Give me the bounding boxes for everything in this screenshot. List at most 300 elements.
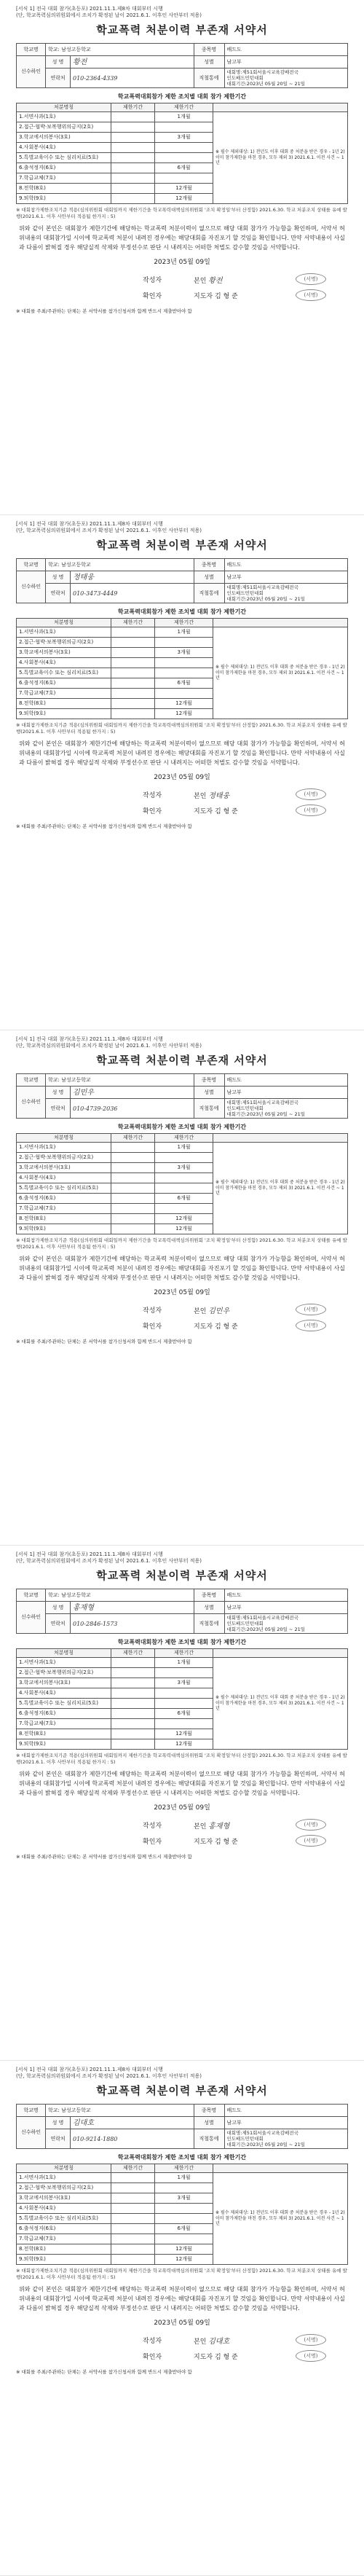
- restriction-period: [111, 163, 155, 173]
- restriction-description: ※ 필수 제외대상: 1) 전년도 이후 대회 중 처분을 받은 경우 - 1년 2) 이미 참가제한을 마친 경우, 모두 제외 3) 2021.6.1. 이전 사건 ~ 1년: [213, 112, 348, 204]
- form-note-top-1: [서식 1] 전국 대회 참가(초등포) 2021.11.1.제8차 대회부터 시행: [16, 1036, 163, 1042]
- viol-header-4: [213, 2164, 348, 2173]
- restriction-period: [111, 1214, 155, 1224]
- confirmer-label: 확인자: [143, 292, 162, 300]
- restriction-name: 5.특별교육이수 또는 심리치료(5호): [17, 1183, 111, 1194]
- cert-value-line-3: 대회기간:2023년 05월 20일 ~ 21일: [226, 596, 305, 602]
- sport-value: 배드도: [224, 44, 348, 56]
- restriction-subhead: 학교폭력대회참가 제한 조치별 대회 참가 제한기간: [117, 93, 247, 100]
- confirmer-signature-row: [16, 804, 326, 816]
- restriction-name: 1.서면사과(1호): [17, 112, 111, 122]
- restriction-period: [111, 143, 155, 153]
- restriction-note: [155, 638, 213, 648]
- info-table: [16, 43, 348, 88]
- gender-value: 남고부: [224, 571, 348, 584]
- writer-name: [194, 274, 296, 285]
- restriction-footnote: ※ 대회참가제한조치기준 적용(심의위원회 대회일까지 제한기간을 학교폭력대책심의위원회 '조치 확정일'부터 산정함) 2021.6.30. 학교 처분조치 상태를 유예 발행(2021.6.1. 이후 사안부터 적용됨 한가지 : 5): [16, 1753, 347, 1765]
- gender-value: 남고부: [224, 1087, 348, 1099]
- pledge-text: 위와 같이 본인은 대회참가 제한기간에 해당하는 학교폭력 처분이력이 없으므로 해당 대회 참가가 가능함을 확인하며, 서약서 허위내용의 대회참가일 시이에 학교폭력 처분이 내려진 경우에는 해당대회를 자진포기 할 것임을 확인합니다. 만약 서약내용이 사실과 다름이 밝혀질 경우 해당실적 삭제와 부정선수로 판단 시 내려지는 어떠한 처벌도 감수할 것임을 서약합니다.: [19, 1256, 345, 1281]
- pledge-form: [0, 2061, 364, 2576]
- restriction-note: 1개월: [155, 1658, 213, 1668]
- confirmer-signature-row: [16, 2350, 326, 2362]
- pledge-text: 위와 같이 본인은 대회참가 제한기간에 해당하는 학교폭력 처분이력이 없으므로 해당 대회 참가가 가능함을 확인하며, 서약서 허위내용의 대회참가일 시이에 학교폭력 처분이 내려진 경우에는 해당대회를 자진포기 할 것임을 확인합니다. 만약 서약내용이 사실과 다름이 밝혀질 경우 해당실적 삭제와 부정선수로 판단 시 내려지는 어떠한 처벌도 감수할 것임을 서약합니다.: [19, 1771, 345, 1796]
- writer-label: 작성자: [143, 276, 162, 284]
- writer-label: 작성자: [143, 2337, 162, 2345]
- restriction-period: [111, 1163, 155, 1173]
- writer-role: 본인: [194, 2338, 207, 2346]
- restriction-name: 9.퇴학(9호): [17, 709, 111, 719]
- restriction-note: [155, 143, 213, 153]
- applicant-label: 신수하인: [17, 571, 46, 603]
- restriction-period: [111, 699, 155, 709]
- restriction-period: [111, 1194, 155, 1204]
- restriction-name: 9.퇴학(9호): [17, 2255, 111, 2265]
- writer-seal: (서명): [296, 2334, 326, 2346]
- restriction-period: [111, 709, 155, 719]
- restriction-note: [155, 668, 213, 678]
- restriction-name: 4.사회봉사(4호): [17, 658, 111, 668]
- viol-header-2: 제한기간: [111, 103, 155, 112]
- restriction-period: [111, 1668, 155, 1678]
- confirmer-label: 확인자: [143, 2353, 162, 2361]
- school-value: 학교: 남성고등학교: [46, 1074, 194, 1087]
- restriction-note: [155, 1153, 213, 1163]
- writer-seal: (서명): [296, 1819, 326, 1831]
- restriction-note: 12개월: [155, 1729, 213, 1739]
- contact-label: 연락처: [46, 2129, 71, 2149]
- info-table: [16, 558, 348, 603]
- restriction-name: 2.접근·협박·보복행위의금지(2호): [17, 1153, 111, 1163]
- restriction-name: 8.전학(8호): [17, 2244, 111, 2255]
- form-note-top-1: [서식 1] 전국 대회 참가(초등포) 2021.11.1.제8차 대회부터 시행: [16, 6, 163, 12]
- gender-value: 남고부: [224, 2117, 348, 2129]
- name-value: 황전: [71, 56, 194, 68]
- restriction-period: [111, 689, 155, 699]
- restriction-row: [17, 112, 348, 122]
- confirmer-signature-row: [16, 289, 326, 301]
- restriction-period: [111, 1153, 155, 1163]
- confirmer-label: 확인자: [143, 1838, 162, 1846]
- restriction-description: ※ 필수 제외대상: 1) 전년도 이후 대회 중 처분을 받은 경우 - 1년 2) 이미 참가제한을 마친 경우, 모두 제외 3) 2021.6.1. 이전 사건 ~ 1년: [213, 627, 348, 719]
- bottom-note: ※ 대회를 주최/주관하는 단체는 본 서약서를 참가신청서와 함께 반드시 제출받아야 함: [16, 308, 192, 314]
- restriction-name: 1.서면사과(1호): [17, 1658, 111, 1668]
- restriction-row: [17, 1143, 348, 1153]
- restriction-note: 1개월: [155, 1143, 213, 1153]
- name-label: 성 명: [46, 1087, 71, 1099]
- writer-signature-row: [16, 273, 326, 285]
- pledge-date: 2023년 05월 09일: [154, 1289, 210, 1296]
- writer-handwritten-name: 김민우: [208, 1307, 230, 1315]
- restriction-name: 5.특별교육이수 또는 심리치료(5호): [17, 668, 111, 678]
- cert-label: 직철통에: [194, 1614, 224, 1634]
- restriction-name: 8.전학(8호): [17, 1729, 111, 1739]
- writer-role: 본인: [194, 277, 207, 285]
- viol-header-3: 제한기간: [155, 1649, 213, 1658]
- restriction-name: 7.학급교체(7호): [17, 689, 111, 699]
- school-label: 학교명: [17, 1074, 46, 1087]
- confirmer-signature-row: [16, 1320, 326, 1331]
- restriction-name: 7.학급교체(7호): [17, 173, 111, 184]
- restriction-note: [155, 1688, 213, 1699]
- viol-header-4: [213, 103, 348, 112]
- school-label: 학교명: [17, 44, 46, 56]
- restriction-period: [111, 2244, 155, 2255]
- confirmer-seal: (서명): [296, 804, 326, 816]
- restriction-period: [111, 184, 155, 194]
- writer-label: 작성자: [143, 791, 162, 799]
- pledge-date: 2023년 05월 09일: [154, 774, 210, 781]
- school-value: 학교: 남성고등학교: [46, 2105, 194, 2117]
- school-value: 학교: 남성고등학교: [46, 1589, 194, 1602]
- restriction-period: [111, 1224, 155, 1234]
- form-note-top-2: (단, 학교폭력심의위원회에서 조치가 확정된 날이 2021.6.1. 이후인 사안부터 적용): [16, 528, 202, 533]
- restriction-period: [111, 2214, 155, 2224]
- restriction-period: [111, 2234, 155, 2244]
- restriction-note: 12개월: [155, 184, 213, 194]
- bottom-note: ※ 대회를 주최/주관하는 단체는 본 서약서를 참가신청서와 함께 반드시 제출받아야 함: [16, 823, 192, 829]
- restriction-rows: [17, 2173, 348, 2265]
- form-note-top-2: (단, 학교폭력심의위원회에서 조치가 확정된 날이 2021.6.1. 이후인 사안부터 적용): [16, 1043, 202, 1049]
- restriction-name: 9.퇴학(9호): [17, 1739, 111, 1750]
- confirmer-name: 지도자 김 형 준: [194, 292, 238, 300]
- restriction-subhead: 학교폭력대회참가 제한 조치별 대회 참가 제한기간: [117, 608, 247, 615]
- restriction-note: [155, 2204, 213, 2214]
- cert-label: 직철통에: [194, 1099, 224, 1119]
- viol-header-4: [213, 619, 348, 627]
- cert-value-line-1: 대회명:제51회서울시교육감배전국: [226, 1100, 298, 1105]
- pledge-text: 위와 같이 본인은 대회참가 제한기간에 해당하는 학교폭력 처분이력이 없으므로 해당 대회 참가가 가능함을 확인하며, 서약서 허위내용의 대회참가일 시이에 학교폭력 처분이 내려진 경우에는 해당대회를 자진포기 할 것임을 확인합니다. 만약 서약내용이 사실과 다름이 밝혀질 경우 해당실적 삭제와 부정선수로 판단 시 내려지는 어떠한 처벌도 감수할 것임을 서약합니다.: [19, 225, 345, 251]
- viol-header-3: 제한기간: [155, 1134, 213, 1143]
- restriction-name: 2.접근·협박·보복행위의금지(2호): [17, 122, 111, 133]
- restriction-name: 7.학급교체(7호): [17, 1204, 111, 1214]
- restriction-note: 6개월: [155, 2224, 213, 2234]
- writer-handwritten-name: 황전: [208, 276, 223, 285]
- restriction-name: 3.학교에서의봉사(3호): [17, 1678, 111, 1688]
- applicant-label: 신수하인: [17, 1602, 46, 1634]
- form-title: 학교폭력 처분이력 부존재 서약서: [96, 23, 268, 36]
- form-note-top-2: (단, 학교폭력심의위원회에서 조치가 확정된 날이 2021.6.1. 이후인 사안부터 적용): [16, 2073, 202, 2079]
- applicant-label: 신수하인: [17, 56, 46, 88]
- restriction-note: [155, 2234, 213, 2244]
- restriction-row: [17, 2173, 348, 2183]
- restriction-period: [111, 173, 155, 184]
- restriction-note: [155, 173, 213, 184]
- contact-label: 연락처: [46, 1614, 71, 1634]
- restriction-period: [111, 1719, 155, 1729]
- writer-signature-row: [16, 788, 326, 800]
- restriction-note: [155, 153, 213, 163]
- restriction-name: 6.출석정지(6호): [17, 678, 111, 689]
- restriction-note: 12개월: [155, 2255, 213, 2265]
- sport-label: 종목명: [194, 1074, 224, 1087]
- writer-role: 본인: [194, 1823, 207, 1831]
- cert-value: [224, 584, 348, 603]
- cert-value-line-3: 대회기간:2023년 05월 20일 ~ 21일: [226, 81, 305, 87]
- form-title: 학교폭력 처분이력 부존재 서약서: [96, 1054, 268, 1067]
- bottom-note: ※ 대회를 주최/주관하는 단체는 본 서약서를 참가신청서와 함께 반드시 제출받아야 함: [16, 1339, 192, 1344]
- restriction-name: 6.출석정지(6호): [17, 1194, 111, 1204]
- writer-seal: (서명): [296, 273, 326, 285]
- restriction-note: 12개월: [155, 1224, 213, 1234]
- restriction-name: 3.학교에서의봉사(3호): [17, 648, 111, 658]
- pledge-date: 2023년 05월 09일: [154, 1804, 210, 1812]
- pledge-form: [0, 0, 364, 515]
- gender-value: 남고부: [224, 56, 348, 68]
- restriction-name: 6.출석정지(6호): [17, 1709, 111, 1719]
- confirmer-name: 지도자 김 형 준: [194, 2353, 238, 2361]
- restriction-row: [17, 1658, 348, 1668]
- cert-value-line-2: 인도배드민턴대회: [226, 590, 264, 596]
- restriction-note: 3개월: [155, 1678, 213, 1688]
- restriction-subhead: 학교폭력대회참가 제한 조치별 대회 참가 제한기간: [117, 1639, 247, 1645]
- school-label: 학교명: [17, 2105, 46, 2117]
- restriction-rows: [17, 1658, 348, 1750]
- name-label: 성 명: [46, 56, 71, 68]
- restriction-name: 5.특별교육이수 또는 심리치료(5호): [17, 1699, 111, 1709]
- form-note-top-1: [서식 1] 전국 대회 참가(초등포) 2021.11.1.제8차 대회부터 시행: [16, 521, 163, 527]
- restriction-period: [111, 2173, 155, 2183]
- cert-value-line-1: 대회명:제51회서울시교육감배전국: [226, 1615, 298, 1621]
- bottom-note: ※ 대회를 주최/주관하는 단체는 본 서약서를 참가신청서와 함께 반드시 제출받아야 함: [16, 2369, 192, 2375]
- restriction-name: 1.서면사과(1호): [17, 2173, 111, 2183]
- restriction-period: [111, 1173, 155, 1183]
- writer-name: [194, 1820, 296, 1831]
- restriction-name: 3.학교에서의봉사(3호): [17, 1163, 111, 1173]
- sport-label: 종목명: [194, 44, 224, 56]
- restriction-period: [111, 678, 155, 689]
- sport-value: 배드도: [224, 559, 348, 571]
- restriction-name: 1.서면사과(1호): [17, 1143, 111, 1153]
- writer-role: 본인: [194, 1307, 207, 1315]
- restriction-name: 5.특별교육이수 또는 심리치료(5호): [17, 153, 111, 163]
- cert-value-line-2: 인도배드민턴대회: [226, 2136, 264, 2142]
- cert-value-line-2: 인도배드민턴대회: [226, 1621, 264, 1626]
- pledge-text: 위와 같이 본인은 대회참가 제한기간에 해당하는 학교폭력 처분이력이 없으므로 해당 대회 참가가 가능함을 확인하며, 서약서 허위내용의 대회참가일 시이에 학교폭력 처분이 내려진 경우에는 해당대회를 자진포기 할 것임을 확인합니다. 만약 서약내용이 사실과 다름이 밝혀질 경우 해당실적 삭제와 부정선수로 판단 시 내려지는 어떠한 처벌도 감수할 것임을 서약합니다.: [19, 740, 345, 766]
- viol-header-4: [213, 1134, 348, 1143]
- restriction-period: [111, 1729, 155, 1739]
- restriction-name: 8.전학(8호): [17, 184, 111, 194]
- writer-signature-row: [16, 2334, 326, 2346]
- restriction-note: [155, 1183, 213, 1194]
- restriction-name: 4.사회봉사(4호): [17, 1688, 111, 1699]
- pledge-date: 2023년 05월 09일: [154, 259, 210, 266]
- writer-label: 작성자: [143, 1822, 162, 1830]
- gender-label: 성별: [194, 1602, 224, 1614]
- viol-header-3: 제한기간: [155, 103, 213, 112]
- confirmer-name: 지도자 김 형 준: [194, 1838, 238, 1846]
- writer-role: 본인: [194, 792, 207, 800]
- cert-value-line-2: 인도배드민턴대회: [226, 1105, 264, 1111]
- restriction-description: ※ 필수 제외대상: 1) 전년도 이후 대회 중 처분을 받은 경우 - 1년 2) 이미 참가제한을 마친 경우, 모두 제외 3) 2021.6.1. 이전 사건 ~ 1년: [213, 1658, 348, 1750]
- restriction-note: [155, 689, 213, 699]
- sport-label: 종목명: [194, 2105, 224, 2117]
- cert-label: 직철통에: [194, 584, 224, 603]
- restriction-period: [111, 2224, 155, 2234]
- restriction-period: [111, 1678, 155, 1688]
- gender-label: 성별: [194, 1087, 224, 1099]
- name-label: 성 명: [46, 571, 71, 584]
- contact-value: 010-2364-4339: [71, 68, 194, 88]
- restriction-period: [111, 1183, 155, 1194]
- pledge-date: 2023년 05월 09일: [154, 2319, 210, 2327]
- info-table: [16, 2104, 348, 2149]
- restriction-table: [16, 618, 348, 719]
- gender-value: 남고부: [224, 1602, 348, 1614]
- cert-value: [224, 2129, 348, 2149]
- confirmer-seal: (서명): [296, 1320, 326, 1331]
- restriction-note: 6개월: [155, 1194, 213, 1204]
- form-note-top-2: (단, 학교폭력심의위원회에서 조치가 확정된 날이 2021.6.1. 이후인 사안부터 적용): [16, 1558, 202, 1564]
- restriction-table: [16, 103, 348, 204]
- restriction-table: [16, 2164, 348, 2265]
- writer-handwritten-name: 김대호: [208, 2337, 230, 2346]
- restriction-period: [111, 153, 155, 163]
- cert-value-line-1: 대회명:제51회서울시교육감배전국: [226, 584, 298, 590]
- restriction-note: 1개월: [155, 627, 213, 638]
- restriction-note: [155, 1668, 213, 1678]
- viol-header-2: 제한기간: [111, 1134, 155, 1143]
- cert-value-line-1: 대회명:제51회서울시교육감배전국: [226, 69, 298, 75]
- restriction-name: 9.퇴학(9호): [17, 194, 111, 204]
- restriction-footnote: ※ 대회참가제한조치기준 적용(심의위원회 대회일까지 제한기간을 학교폭력대책심의위원회 '조치 확정일'부터 산정함) 2021.6.30. 학교 처분조치 상태를 유예 발행(2021.6.1. 이후 사안부터 적용됨 한가지 : 5): [16, 2268, 347, 2280]
- sport-label: 종목명: [194, 559, 224, 571]
- restriction-table: [16, 1133, 348, 1234]
- sport-label: 종목명: [194, 1589, 224, 1602]
- restriction-name: 2.접근·협박·보복행위의금지(2호): [17, 638, 111, 648]
- info-table: [16, 1589, 348, 1634]
- sport-value: 배드도: [224, 2105, 348, 2117]
- restriction-period: [111, 112, 155, 122]
- writer-name: [194, 1304, 296, 1315]
- viol-header-1: 처분명칭: [17, 2164, 111, 2173]
- restriction-period: [111, 133, 155, 143]
- restriction-name: 2.접근·협박·보복행위의금지(2호): [17, 2183, 111, 2193]
- restriction-period: [111, 648, 155, 658]
- cert-value-line-3: 대회기간:2023년 05월 20일 ~ 21일: [226, 2142, 305, 2148]
- restriction-period: [111, 1699, 155, 1709]
- restriction-name: 7.학급교체(7호): [17, 1719, 111, 1729]
- applicant-label: 신수하인: [17, 1087, 46, 1119]
- restriction-description: ※ 필수 제외대상: 1) 전년도 이후 대회 중 처분을 받은 경우 - 1년 2) 이미 참가제한을 마친 경우, 모두 제외 3) 2021.6.1. 이전 사건 ~ 1년: [213, 2173, 348, 2265]
- restriction-name: 6.출석정지(6호): [17, 2224, 111, 2234]
- form-title: 학교폭력 처분이력 부존재 서약서: [96, 1569, 268, 1582]
- restriction-name: 4.사회봉사(4호): [17, 2204, 111, 2214]
- pledge-form: [0, 515, 364, 1030]
- restriction-footnote: ※ 대회참가제한조치기준 적용(심의위원회 대회일까지 제한기간을 학교폭력대책심의위원회 '조치 확정일'부터 산정함) 2021.6.30. 학교 처분조치 상태를 유예 발행(2021.6.1. 이후 사안부터 적용됨 한가지 : 5): [16, 722, 347, 735]
- restriction-note: 12개월: [155, 709, 213, 719]
- contact-value: 010-4739-2036: [71, 1099, 194, 1119]
- restriction-period: [111, 194, 155, 204]
- restriction-footnote: ※ 대회참가제한조치기준 적용(심의위원회 대회일까지 제한기간을 학교폭력대책심의위원회 '조치 확정일'부터 산정함) 2021.6.30. 학교 처분조치 상태를 유예 발행(2021.6.1. 이후 사안부터 적용됨 한가지 : 5): [16, 1237, 347, 1250]
- restriction-name: 5.특별교육이수 또는 심리치료(5호): [17, 2214, 111, 2224]
- pledge-form: [0, 1030, 364, 1546]
- restriction-note: [155, 122, 213, 133]
- school-value: 학교: 남성고등학교: [46, 44, 194, 56]
- writer-seal: (서명): [296, 1304, 326, 1315]
- restriction-note: 12개월: [155, 1739, 213, 1750]
- contact-label: 연락처: [46, 584, 71, 603]
- school-label: 학교명: [17, 1589, 46, 1602]
- restriction-period: [111, 1739, 155, 1750]
- restriction-name: 3.학교에서의봉사(3호): [17, 133, 111, 143]
- bottom-note: ※ 대회를 주최/주관하는 단체는 본 서약서를 참가신청서와 함께 반드시 제출받아야 함: [16, 1854, 192, 1860]
- name-value: 홍재형: [71, 1602, 194, 1614]
- form-note-top-2: (단, 학교폭력심의위원회에서 조치가 확정된 날이 2021.6.1. 이후인 사안부터 적용): [16, 12, 202, 18]
- writer-handwritten-name: 정태웅: [208, 791, 230, 800]
- viol-header-3: 제한기간: [155, 619, 213, 627]
- pledge-form: [0, 1546, 364, 2061]
- restriction-rows: [17, 112, 348, 204]
- restriction-name: 7.학급교체(7호): [17, 2234, 111, 2244]
- restriction-period: [111, 2193, 155, 2204]
- restriction-note: 3개월: [155, 133, 213, 143]
- name-label: 성 명: [46, 1602, 71, 1614]
- name-value: 김민우: [71, 1087, 194, 1099]
- restriction-table: [16, 1648, 348, 1750]
- school-label: 학교명: [17, 559, 46, 571]
- name-value: 김대호: [71, 2117, 194, 2129]
- cert-value-line-3: 대회기간:2023년 05월 20일 ~ 21일: [226, 1111, 305, 1117]
- restriction-name: 8.전학(8호): [17, 699, 111, 709]
- viol-header-2: 제한기간: [111, 2164, 155, 2173]
- restriction-period: [111, 2255, 155, 2265]
- form-note-top-1: [서식 1] 전국 대회 참가(초등포) 2021.11.1.제8차 대회부터 시행: [16, 1551, 163, 1557]
- restriction-row: [17, 627, 348, 638]
- restriction-period: [111, 2204, 155, 2214]
- writer-name: [194, 2335, 296, 2346]
- restriction-period: [111, 638, 155, 648]
- viol-header-4: [213, 1649, 348, 1658]
- cert-value: [224, 68, 348, 88]
- cert-value-line-1: 대회명:제51회서울시교육감배전국: [226, 2130, 298, 2136]
- restriction-note: 1개월: [155, 112, 213, 122]
- confirmer-seal: (서명): [296, 289, 326, 301]
- confirmer-label: 확인자: [143, 807, 162, 815]
- cert-value: [224, 1614, 348, 1634]
- viol-header-1: 처분명칭: [17, 1649, 111, 1658]
- confirmer-signature-row: [16, 1835, 326, 1847]
- viol-header-3: 제한기간: [155, 2164, 213, 2173]
- restriction-note: 12개월: [155, 1214, 213, 1224]
- restriction-period: [111, 1688, 155, 1699]
- restriction-rows: [17, 627, 348, 719]
- restriction-description: ※ 필수 제외대상: 1) 전년도 이후 대회 중 처분을 받은 경우 - 1년 2) 이미 참가제한을 마친 경우, 모두 제외 3) 2021.6.1. 이전 사건 ~ 1년: [213, 1143, 348, 1234]
- restriction-name: 3.학교에서의봉사(3호): [17, 2193, 111, 2204]
- restriction-period: [111, 1204, 155, 1214]
- form-title: 학교폭력 처분이력 부존재 서약서: [96, 2084, 268, 2097]
- school-value: 학교: 남성고등학교: [46, 559, 194, 571]
- restriction-period: [111, 2183, 155, 2193]
- confirmer-label: 확인자: [143, 1323, 162, 1331]
- viol-header-2: 제한기간: [111, 1649, 155, 1658]
- confirmer-name: 지도자 김 형 준: [194, 807, 238, 815]
- restriction-period: [111, 1658, 155, 1668]
- writer-label: 작성자: [143, 1307, 162, 1315]
- gender-label: 성별: [194, 56, 224, 68]
- restriction-note: 12개월: [155, 699, 213, 709]
- form-title: 학교폭력 처분이력 부존재 서약서: [96, 539, 268, 552]
- contact-label: 연락처: [46, 1099, 71, 1119]
- restriction-period: [111, 658, 155, 668]
- writer-name: [194, 789, 296, 800]
- restriction-name: 9.퇴학(9호): [17, 1224, 111, 1234]
- restriction-note: [155, 1719, 213, 1729]
- restriction-note: 6개월: [155, 1709, 213, 1719]
- restriction-note: 3개월: [155, 2193, 213, 2204]
- contact-label: 연락처: [46, 68, 71, 88]
- sport-value: 배드도: [224, 1589, 348, 1602]
- restriction-note: 12개월: [155, 194, 213, 204]
